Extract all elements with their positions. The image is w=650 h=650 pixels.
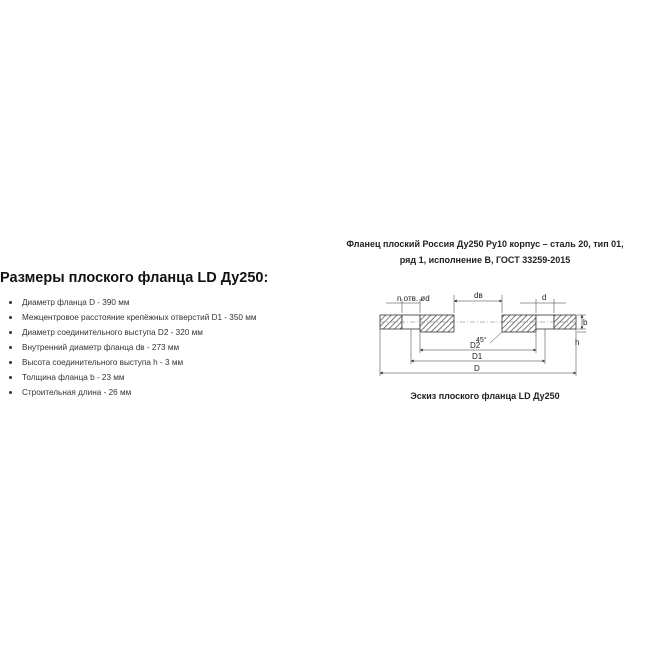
label-D: D <box>474 364 480 373</box>
top-dimensions <box>386 291 566 313</box>
label-thickness: b <box>583 318 588 327</box>
label-D2: D2 <box>470 341 481 350</box>
spec-list <box>0 296 300 400</box>
label-raised-face-height: h <box>575 338 580 347</box>
specs-title: Размеры плоского фланца LD Ду250: <box>0 270 269 286</box>
label-D1: D1 <box>472 352 483 361</box>
specs-section <box>0 270 300 401</box>
spec-item-thickness: Толщина фланца b - 23 мм <box>8 371 300 385</box>
spec-item-flange-diameter: Диаметр фланца D - 390 мм <box>8 296 300 310</box>
spec-item-raised-face-diameter: Диаметр соединительного выступа D2 - 320 мм <box>8 326 300 340</box>
product-caption-line-1: Фланец плоский Россия Ду250 Ру10 корпус – сталь 20, тип 01, <box>346 239 624 249</box>
sketch-caption: Эскиз плоского фланца LD Ду250 <box>410 391 560 401</box>
label-holes: n отв. ød <box>397 294 430 303</box>
flange-sketch-svg <box>370 285 590 385</box>
label-angle: 45° <box>476 337 487 344</box>
spec-item-raised-face-height: Высота соединительного выступа h - 3 мм <box>8 356 300 370</box>
product-caption-line-2: ряд 1, исполнение B, ГОСТ 33259-2015 <box>399 255 571 265</box>
label-inner-diameter: dв <box>474 291 483 300</box>
spec-item-bolt-circle: Межцентровое расстояние крепёжных отверстий D1 - 350 мм <box>8 311 300 325</box>
spec-item-length: Строительная длина - 26 мм <box>8 386 300 400</box>
product-caption <box>325 236 645 268</box>
label-hole-diameter: d <box>542 293 547 302</box>
flange-sketch <box>370 285 590 385</box>
side-dimensions <box>575 315 588 347</box>
spec-item-inner-diameter: Внутренний диаметр фланца dв - 273 мм <box>8 341 300 355</box>
flange-section <box>380 315 576 332</box>
